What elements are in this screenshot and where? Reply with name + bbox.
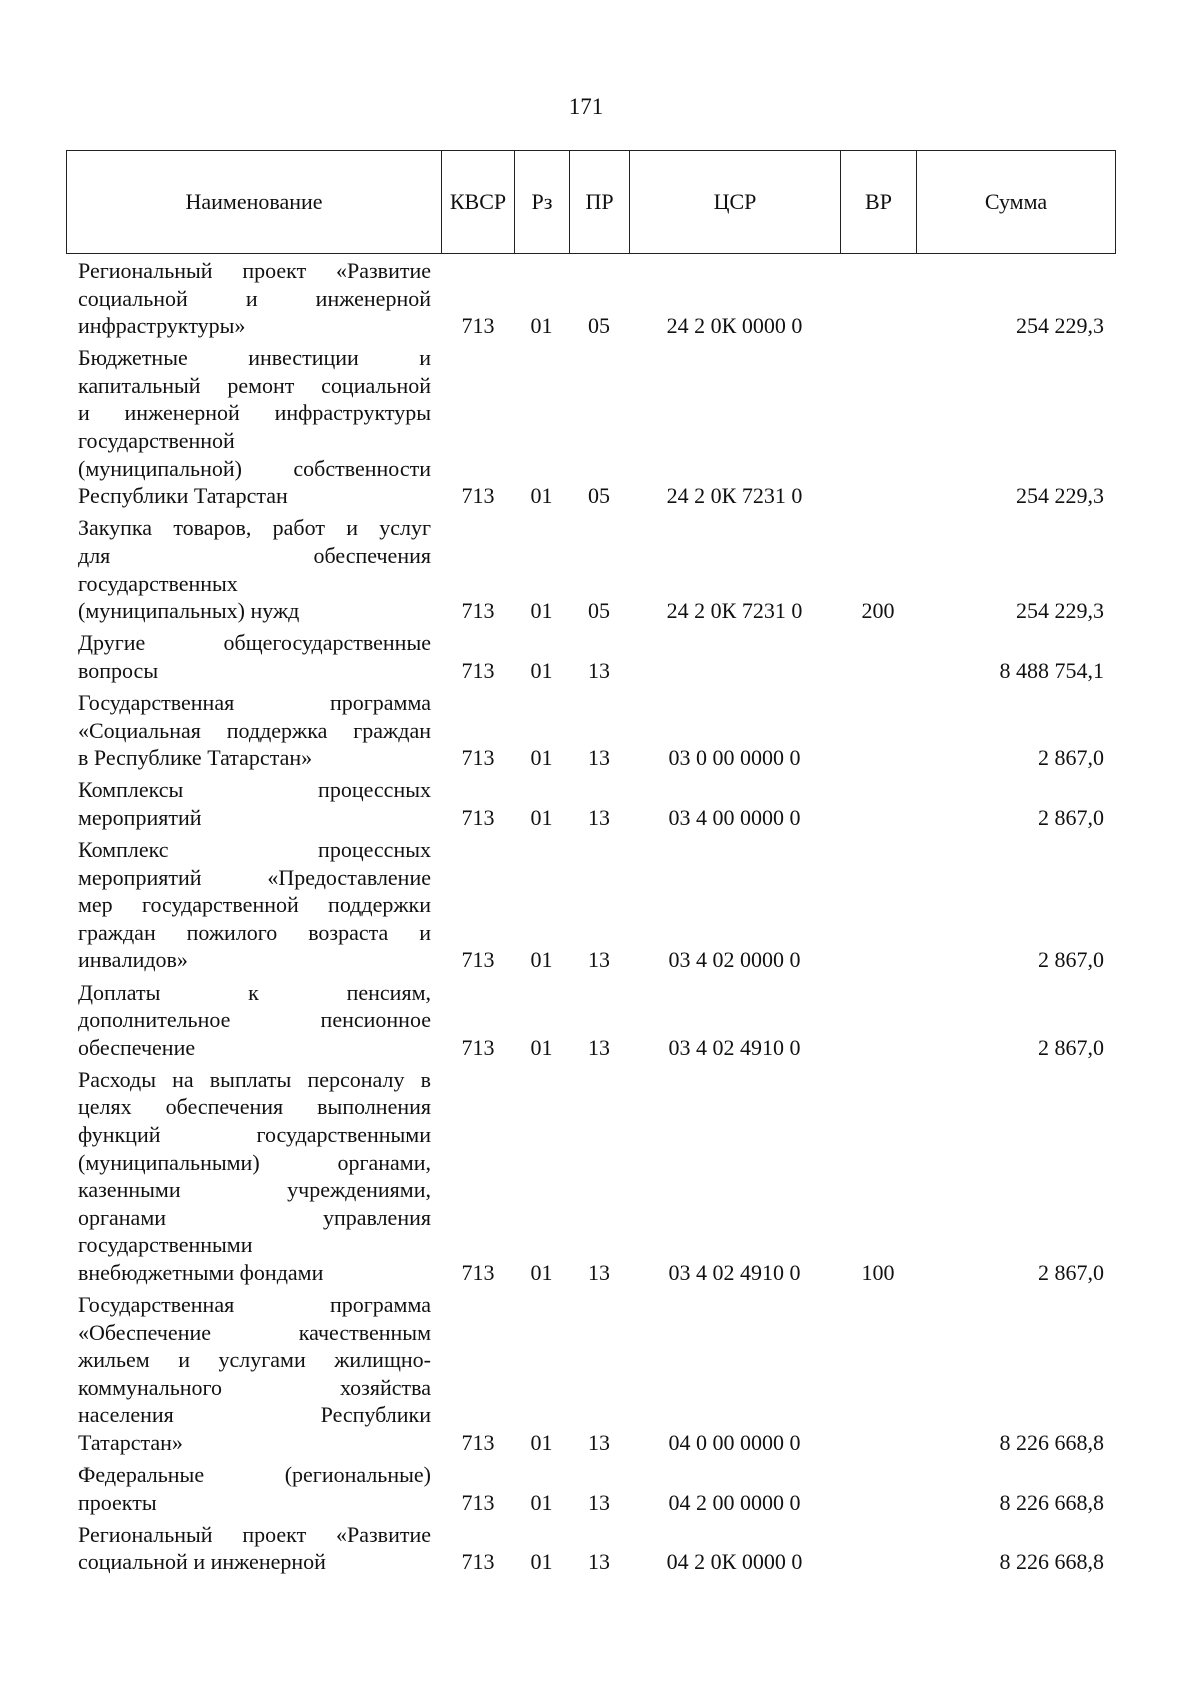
row-name-line: и инженерной инфраструктуры	[78, 400, 431, 426]
row-rz: 01	[530, 1260, 553, 1285]
row-name-line: граждан пожилого возраста и	[78, 919, 431, 945]
table-row	[0, 514, 1200, 624]
row-name-line: Закупка товаров, работ и услуг	[78, 515, 431, 541]
row-csr	[629, 657, 840, 685]
row-kvsr: 713	[461, 804, 495, 830]
row-name-line: (муниципальными) органами,	[78, 1149, 431, 1175]
row-name-line: (муниципальной) собственности	[78, 455, 431, 481]
row-pr: 13	[588, 1034, 610, 1060]
row-sum: 2 867,0	[1038, 1034, 1104, 1060]
row-name	[78, 836, 431, 974]
row-vr	[840, 946, 916, 974]
row-kvsr: 713	[461, 1034, 495, 1060]
row-rz: 01	[530, 804, 553, 830]
table-row	[0, 257, 1200, 340]
row-name-line: Комплекс процессных	[78, 837, 431, 862]
row-csr: 24 2 0К 7231 0	[666, 598, 803, 624]
row-name-line: проекты	[78, 1489, 157, 1515]
row-name-line: Татарстан»	[78, 1430, 183, 1456]
row-pr: 13	[588, 1260, 610, 1285]
row-name-line: обеспечение	[78, 1034, 196, 1060]
table-row	[0, 1521, 1200, 1576]
row-kvsr: 713	[461, 1260, 495, 1285]
row-kvsr: 713	[461, 483, 495, 509]
row-name	[78, 1461, 431, 1516]
row-vr	[840, 1429, 916, 1457]
row-vr	[840, 1548, 916, 1576]
row-name-line: социальной и инженерной	[78, 285, 431, 311]
row-rz: 01	[530, 483, 553, 509]
row-pr: 13	[588, 1430, 610, 1456]
row-name-line: государственных	[78, 570, 238, 596]
row-name-line: Доплаты к пенсиям,	[78, 979, 431, 1005]
row-vr: 200	[861, 598, 895, 624]
row-csr: 03 0 00 0000 0	[668, 745, 801, 771]
row-name	[78, 629, 431, 684]
row-name-line: в Республике Татарстан»	[78, 745, 313, 771]
page-number: 171	[568, 94, 604, 119]
row-pr: 05	[588, 598, 610, 624]
row-pr: 13	[588, 745, 610, 771]
row-rz: 01	[530, 947, 553, 973]
row-name	[78, 689, 431, 772]
row-name-line: (муниципальных) нужд	[78, 598, 300, 624]
table-row	[0, 776, 1200, 831]
row-sum: 8 488 754,1	[999, 657, 1104, 683]
table-row	[0, 1066, 1200, 1287]
row-vr	[840, 744, 916, 772]
row-name-line: вопросы	[78, 657, 159, 683]
row-csr: 04 2 0К 0000 0	[666, 1549, 803, 1575]
row-csr: 24 2 0К 7231 0	[666, 483, 803, 509]
row-sum: 8 226 668,8	[999, 1430, 1104, 1456]
row-name-line: органами управления	[78, 1204, 431, 1230]
row-sum: 254 229,3	[1016, 598, 1104, 624]
row-name-line: мероприятий «Предоставление	[78, 864, 431, 890]
row-sum: 8 226 668,8	[999, 1549, 1104, 1575]
row-rz: 01	[530, 313, 553, 339]
row-kvsr: 713	[461, 1430, 495, 1456]
row-sum: 2 867,0	[1038, 804, 1104, 830]
row-name-line: Региональный проект «Развитие	[78, 1521, 431, 1547]
row-name-line: жильем и услугами жилищно-	[78, 1347, 431, 1373]
header-kvsr: КВСР	[442, 151, 515, 254]
row-name-line: целях обеспечения выполнения	[78, 1094, 431, 1120]
row-name-line: Республики Татарстан	[78, 483, 288, 509]
row-vr	[840, 804, 916, 832]
row-pr: 05	[588, 483, 610, 509]
row-kvsr: 713	[461, 745, 495, 771]
row-sum: 8 226 668,8	[999, 1489, 1104, 1515]
row-rz: 01	[530, 1489, 553, 1515]
row-name	[78, 776, 431, 831]
row-name-line: казенными учреждениями,	[78, 1177, 431, 1203]
row-name-line: инвалидов»	[78, 947, 188, 973]
row-name-line: «Социальная поддержка граждан	[78, 717, 431, 743]
row-name-line: Другие общегосударственные	[78, 630, 431, 656]
row-sum: 2 867,0	[1038, 1260, 1104, 1285]
row-vr	[840, 1034, 916, 1062]
row-name	[78, 514, 431, 624]
header-sum: Сумма	[917, 151, 1116, 254]
row-csr: 04 0 00 0000 0	[668, 1430, 801, 1456]
row-rz: 01	[530, 745, 553, 771]
header-rz: Рз	[515, 151, 570, 254]
row-kvsr: 713	[461, 1489, 495, 1515]
row-csr: 03 4 02 4910 0	[668, 1260, 801, 1285]
row-csr: 03 4 00 0000 0	[668, 804, 801, 830]
row-pr: 13	[588, 1549, 610, 1575]
row-kvsr: 713	[461, 657, 495, 683]
row-name-line: дополнительное пенсионное	[78, 1007, 431, 1033]
row-csr: 03 4 02 4910 0	[668, 1034, 801, 1060]
row-name-line: государственной	[78, 428, 235, 454]
table-row	[0, 979, 1200, 1062]
row-rz: 01	[530, 1034, 553, 1060]
table-row	[0, 1461, 1200, 1516]
row-kvsr: 713	[461, 598, 495, 624]
table-row	[0, 344, 1200, 510]
header-name: Наименование	[67, 151, 442, 254]
row-pr: 13	[588, 804, 610, 830]
row-vr	[840, 1489, 916, 1517]
row-name-line: внебюджетными фондами	[78, 1259, 324, 1285]
row-vr	[840, 312, 916, 340]
row-rz: 01	[530, 657, 553, 683]
row-name	[78, 1066, 431, 1287]
row-sum: 254 229,3	[1016, 483, 1104, 509]
row-name-line: коммунального хозяйства	[78, 1374, 431, 1400]
row-sum: 2 867,0	[1038, 745, 1104, 771]
row-rz: 01	[530, 1549, 553, 1575]
row-sum: 254 229,3	[1016, 313, 1104, 339]
row-vr	[840, 482, 916, 510]
row-name-line: Комплексы процессных	[78, 777, 431, 803]
row-name	[78, 257, 431, 340]
header-vr: ВР	[841, 151, 917, 254]
row-kvsr: 713	[461, 947, 495, 973]
row-csr: 24 2 0К 0000 0	[666, 313, 803, 339]
row-name-line: Федеральные (региональные)	[78, 1462, 431, 1488]
row-name-line: мероприятий	[78, 804, 202, 830]
row-pr: 13	[588, 1489, 610, 1515]
header-csr: ЦСР	[630, 151, 841, 254]
row-sum: 2 867,0	[1038, 947, 1104, 973]
row-name-line: инфраструктуры»	[78, 313, 246, 339]
row-name-line: государственными	[78, 1232, 253, 1258]
row-name-line: для обеспечения	[78, 542, 431, 568]
row-name-line: мер государственной поддержки	[78, 892, 431, 918]
row-name-line: «Обеспечение качественным	[78, 1319, 431, 1345]
row-name-line: Бюджетные инвестиции и	[78, 345, 431, 371]
row-name-line: Государственная программа	[78, 1292, 431, 1318]
row-name	[78, 1291, 431, 1457]
row-name	[78, 979, 431, 1062]
row-name-line: социальной и инженерной	[78, 1549, 326, 1575]
row-name	[78, 1521, 431, 1576]
row-vr	[840, 657, 916, 685]
row-pr: 13	[588, 657, 610, 683]
row-kvsr: 713	[461, 313, 495, 339]
table-row	[0, 689, 1200, 772]
row-name-line: населения Республики	[78, 1402, 431, 1428]
row-rz: 01	[530, 598, 553, 624]
row-name-line: Государственная программа	[78, 690, 431, 715]
row-pr: 13	[588, 947, 610, 973]
table-row	[0, 629, 1200, 684]
row-name	[78, 344, 431, 510]
row-name-line: Расходы на выплаты персоналу в	[78, 1066, 431, 1092]
row-csr: 03 4 02 0000 0	[668, 947, 801, 973]
row-vr: 100	[861, 1260, 895, 1285]
row-name-line: капитальный ремонт социальной	[78, 372, 431, 398]
row-kvsr: 713	[461, 1549, 495, 1575]
header-pr: ПР	[570, 151, 630, 254]
row-name-line: функций государственными	[78, 1121, 431, 1147]
table-row	[0, 836, 1200, 974]
row-name-line: Региональный проект «Развитие	[78, 258, 431, 283]
row-pr: 05	[588, 313, 610, 339]
row-csr: 04 2 00 0000 0	[668, 1489, 801, 1515]
row-rz: 01	[530, 1430, 553, 1456]
table-row	[0, 1291, 1200, 1457]
